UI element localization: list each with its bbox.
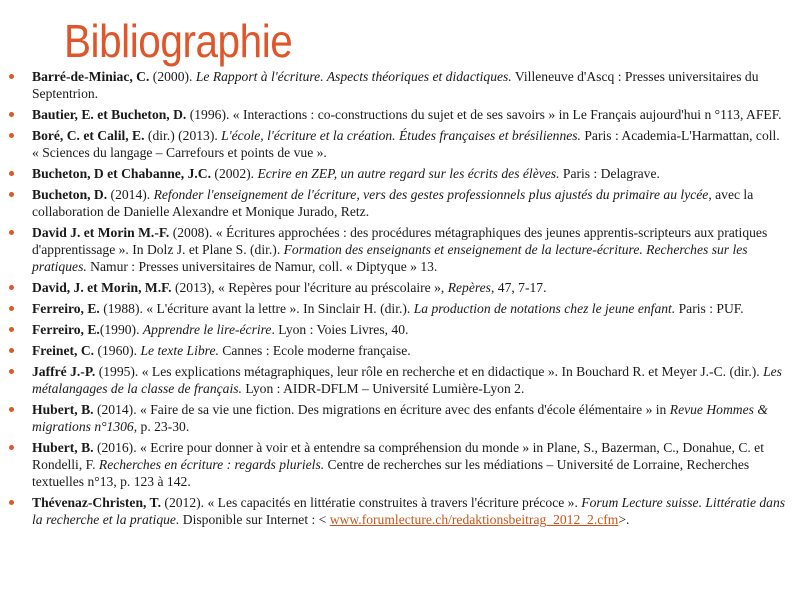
bullet-icon bbox=[9, 74, 14, 79]
entry-text: >. bbox=[618, 512, 630, 527]
bullet-icon bbox=[9, 369, 14, 374]
bullet-icon bbox=[9, 327, 14, 332]
entry-text: (2000). bbox=[149, 69, 196, 84]
entry-author: David J. et Morin M.-F. bbox=[32, 225, 170, 240]
bullet-icon bbox=[9, 306, 14, 311]
bibliography-entry bbox=[0, 68, 800, 102]
entry-author: Hubert, B. bbox=[32, 440, 94, 455]
entry-title: Le Rapport à l'écriture. Aspects théoriques et didactiques. bbox=[195, 69, 512, 84]
entry-author: Bucheton, D. bbox=[32, 187, 108, 202]
entry-title: Recherches en écriture : regards pluriels. bbox=[98, 457, 325, 472]
entry-text: (1990). bbox=[99, 322, 143, 337]
entry-text: (dir.) (2013). bbox=[144, 128, 222, 143]
entry-text: (2016). « Ecrire pour donner à voir et à entendre sa compréhension du monde » in Plane, S., Bazerman, C., Donahue, C. et Rondelli, F. bbox=[32, 440, 764, 472]
entry-text: , 47, 7-17. bbox=[490, 280, 547, 295]
entry-author: Boré, C. et Calil, E. bbox=[32, 128, 145, 143]
bibliography-list bbox=[0, 68, 800, 532]
bibliography-entry bbox=[0, 439, 800, 490]
entry-author: Thévenaz-Christen, T. bbox=[32, 495, 162, 510]
entry-author: Jaffré J.-P. bbox=[32, 364, 96, 379]
entry-text: (1988). « L'écriture avant la lettre ». In Sinclair H. (dir.). bbox=[99, 301, 414, 316]
entry-title: Formation des enseignants et enseignement de la lecture-écriture. Recherches sur les pratiques. bbox=[32, 242, 748, 274]
entry-text: (1996). « Interactions : co-constructions du sujet et de ses savoirs » in Le Français aujourd'hui n °113, AFEF. bbox=[186, 107, 782, 122]
entry-title: L'école, l'écriture et la création. Études françaises et brésiliennes. bbox=[221, 128, 581, 143]
entry-author: Hubert, B. bbox=[32, 402, 94, 417]
bullet-icon bbox=[9, 348, 14, 353]
entry-link[interactable]: www.forumlecture.ch/redaktionsbeitrag_2012_2.cfm bbox=[329, 512, 619, 527]
entry-title: Les métalangages de la classe de français. bbox=[32, 364, 782, 396]
bullet-icon bbox=[9, 445, 14, 450]
bullet-icon bbox=[9, 192, 14, 197]
entry-text: (2012). « Les capacités en littératie construites à travers l'écriture précoce ». bbox=[161, 495, 582, 510]
bibliography-entry bbox=[0, 300, 800, 317]
entry-author: Barré-de-Miniac, C. bbox=[32, 69, 150, 84]
bibliography-entry bbox=[0, 224, 800, 275]
entry-text: Centre de recherches sur les médiations – Université de Lorraine, Recherches textuelles n°13, p. 123 à 142. bbox=[32, 457, 750, 489]
entry-text: Lyon : AIDR-DFLM – Université Lumière-Lyon 2. bbox=[241, 381, 525, 396]
bibliography-entry bbox=[0, 127, 800, 161]
entry-title: Revue Hommes & migrations n°1306 bbox=[32, 402, 768, 434]
bibliography-entry bbox=[0, 321, 800, 338]
bullet-icon bbox=[9, 133, 14, 138]
entry-author: Bautier, E. et Bucheton, D. bbox=[32, 107, 187, 122]
entry-author: Bucheton, D et Chabanne, J.C. bbox=[32, 166, 212, 181]
entry-text: (2002). bbox=[211, 166, 258, 181]
bibliography-entry bbox=[0, 363, 800, 397]
entry-text: , p. 23-30. bbox=[133, 419, 190, 434]
entry-text: Paris : PUF. bbox=[675, 301, 744, 316]
entry-text: (2013), « Repères pour l'écriture au préscolaire », bbox=[171, 280, 448, 295]
entry-text: (2008). « Écritures approchées : des procédures métagraphiques des jeunes apprentis-scripteurs aux pratiques d'apprentissage ». In Dolz J. et Plane S. (dir.). bbox=[32, 225, 768, 257]
entry-text: (1995). « Les explications métagraphiques, leur rôle en recherche et en didactique ». In Bouchard R. et Meyer J.-C. (dir.). bbox=[95, 364, 764, 379]
bullet-icon bbox=[9, 407, 14, 412]
entry-text: Cannes : Ecole moderne française. bbox=[218, 343, 411, 358]
bullet-icon bbox=[9, 171, 14, 176]
entry-title: Refonder l'enseignement de l'écriture, vers des gestes professionnels plus ajustés du primaire au lycée bbox=[153, 187, 709, 202]
entry-text: Namur : Presses universitaires de Namur, coll. « Diptyque » 13. bbox=[86, 259, 438, 274]
entry-author: Ferreiro, E. bbox=[32, 301, 100, 316]
bibliography-entry bbox=[0, 401, 800, 435]
bullet-icon bbox=[9, 112, 14, 117]
bibliography-entry bbox=[0, 106, 800, 123]
entry-text: (2014). « Faire de sa vie une fiction. Des migrations en écriture avec des enfants d'école élémentaire » in bbox=[93, 402, 670, 417]
bibliography-entry bbox=[0, 494, 800, 528]
bibliography-entry bbox=[0, 342, 800, 359]
entry-text: Villeneuve d'Ascq : Presses universitaires du Septentrion. bbox=[32, 69, 759, 101]
entry-text: Paris : Academia-L'Harmattan, coll. « Sciences du langage – Carrefours et points de vue ». bbox=[32, 128, 780, 160]
entry-title: La production de notations chez le jeune enfant. bbox=[413, 301, 676, 316]
bullet-icon bbox=[9, 230, 14, 235]
entry-author: Ferreiro, E. bbox=[32, 322, 100, 337]
entry-title: Ecrire en ZEP, un autre regard sur les écrits des élèves. bbox=[257, 166, 560, 181]
entry-author: Freinet, C. bbox=[32, 343, 95, 358]
entry-title: Apprendre le lire-écrire bbox=[142, 322, 272, 337]
bullet-icon bbox=[9, 500, 14, 505]
entry-title: Le texte Libre. bbox=[140, 343, 219, 358]
page-title: Bibliographie bbox=[64, 15, 293, 67]
entry-text: Paris : Delagrave. bbox=[559, 166, 660, 181]
entry-title: Forum Lecture suisse. Littératie dans la recherche et la pratique. bbox=[32, 495, 786, 527]
entry-text: Disponible sur Internet : < bbox=[179, 512, 330, 527]
bibliography-entry bbox=[0, 165, 800, 182]
entry-text: . Lyon : Voies Livres, 40. bbox=[271, 322, 409, 337]
bullet-icon bbox=[9, 285, 14, 290]
entry-text: (1960). bbox=[94, 343, 141, 358]
entry-text: , avec la collaboration de Danielle Alexandre et Monique Jurado, Retz. bbox=[32, 187, 754, 219]
bibliography-entry bbox=[0, 279, 800, 296]
bibliography-entry bbox=[0, 186, 800, 220]
entry-author: David, J. et Morin, M.F. bbox=[32, 280, 172, 295]
entry-title: Repères bbox=[447, 280, 491, 295]
entry-text: (2014). bbox=[107, 187, 154, 202]
